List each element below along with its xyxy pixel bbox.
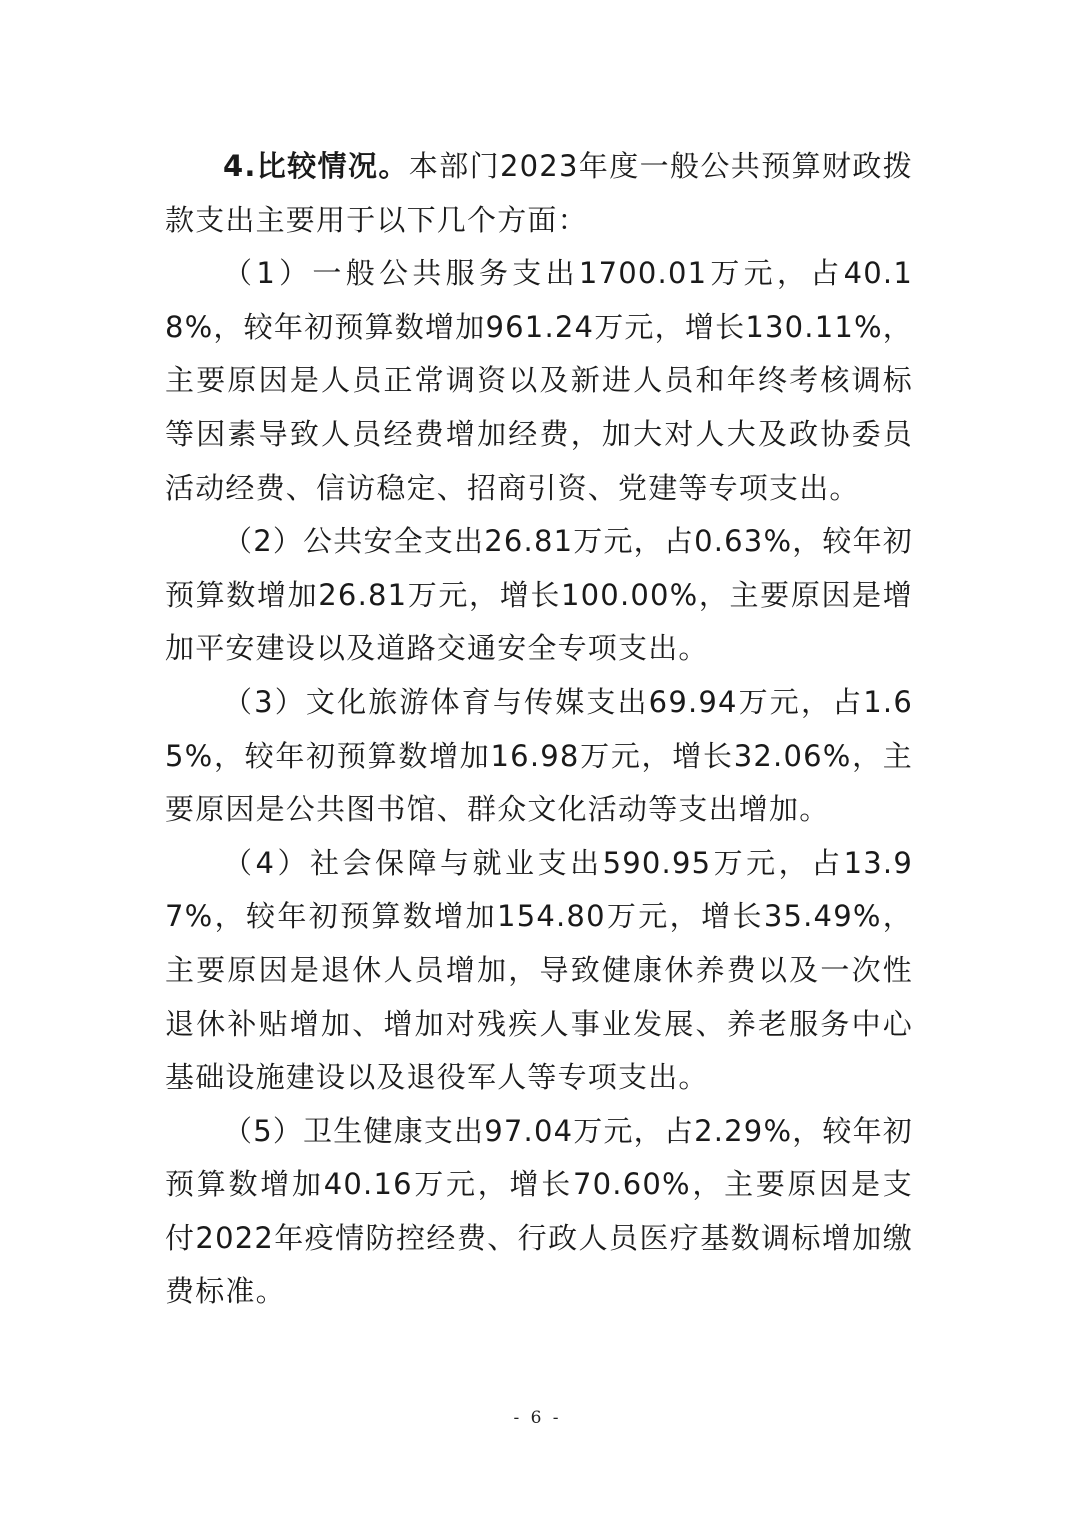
page-number: - 6 -	[513, 1408, 562, 1428]
item-paragraph-4: （4）社会保障与就业支出590.95万元，占13.97%，较年初预算数增加154.80万元，增长35.49%，主要原因是退休人员增加，导致健康休养费以及一次性退休补贴增加、增加对残疾人事业发展、养老服务中心基础设施建设以及退役军人等专项支出。	[165, 845, 913, 1095]
section-heading: 4.比较情况。	[223, 149, 409, 183]
item-paragraph-5: （5）卫生健康支出97.04万元，占2.29%，较年初预算数增加40.16万元，增长70.60%，主要原因是支付2022年疫情防控经费、行政人员医疗基数调标增加缴费标准。	[165, 1113, 913, 1309]
item-paragraph-3: （3）文化旅游体育与传媒支出69.94万元，占1.65%，较年初预算数增加16.98万元，增长32.06%，主要原因是公共图书馆、群众文化活动等支出增加。	[165, 684, 913, 827]
body-text	[165, 140, 913, 1319]
item-paragraph-2: （2）公共安全支出26.81万元，占0.63%，较年初预算数增加26.81万元，增长100.00%，主要原因是增加平安建设以及道路交通安全专项支出。	[165, 524, 913, 666]
section-intro-text: 本部门2023年度一般公共预算财政拨款支出主要用于以下几个方面：	[165, 149, 913, 237]
item-paragraph-1: （1）一般公共服务支出1700.01万元，占40.18%，较年初预算数增加961.24万元，增长130.11%，主要原因是人员正常调资以及新进人员和年终考核调标等因素导致人员经费增加经费，加大对人大及政协委员活动经费、信访稳定、招商引资、党建等专项支出。	[165, 256, 913, 505]
section-intro-paragraph	[165, 140, 913, 247]
